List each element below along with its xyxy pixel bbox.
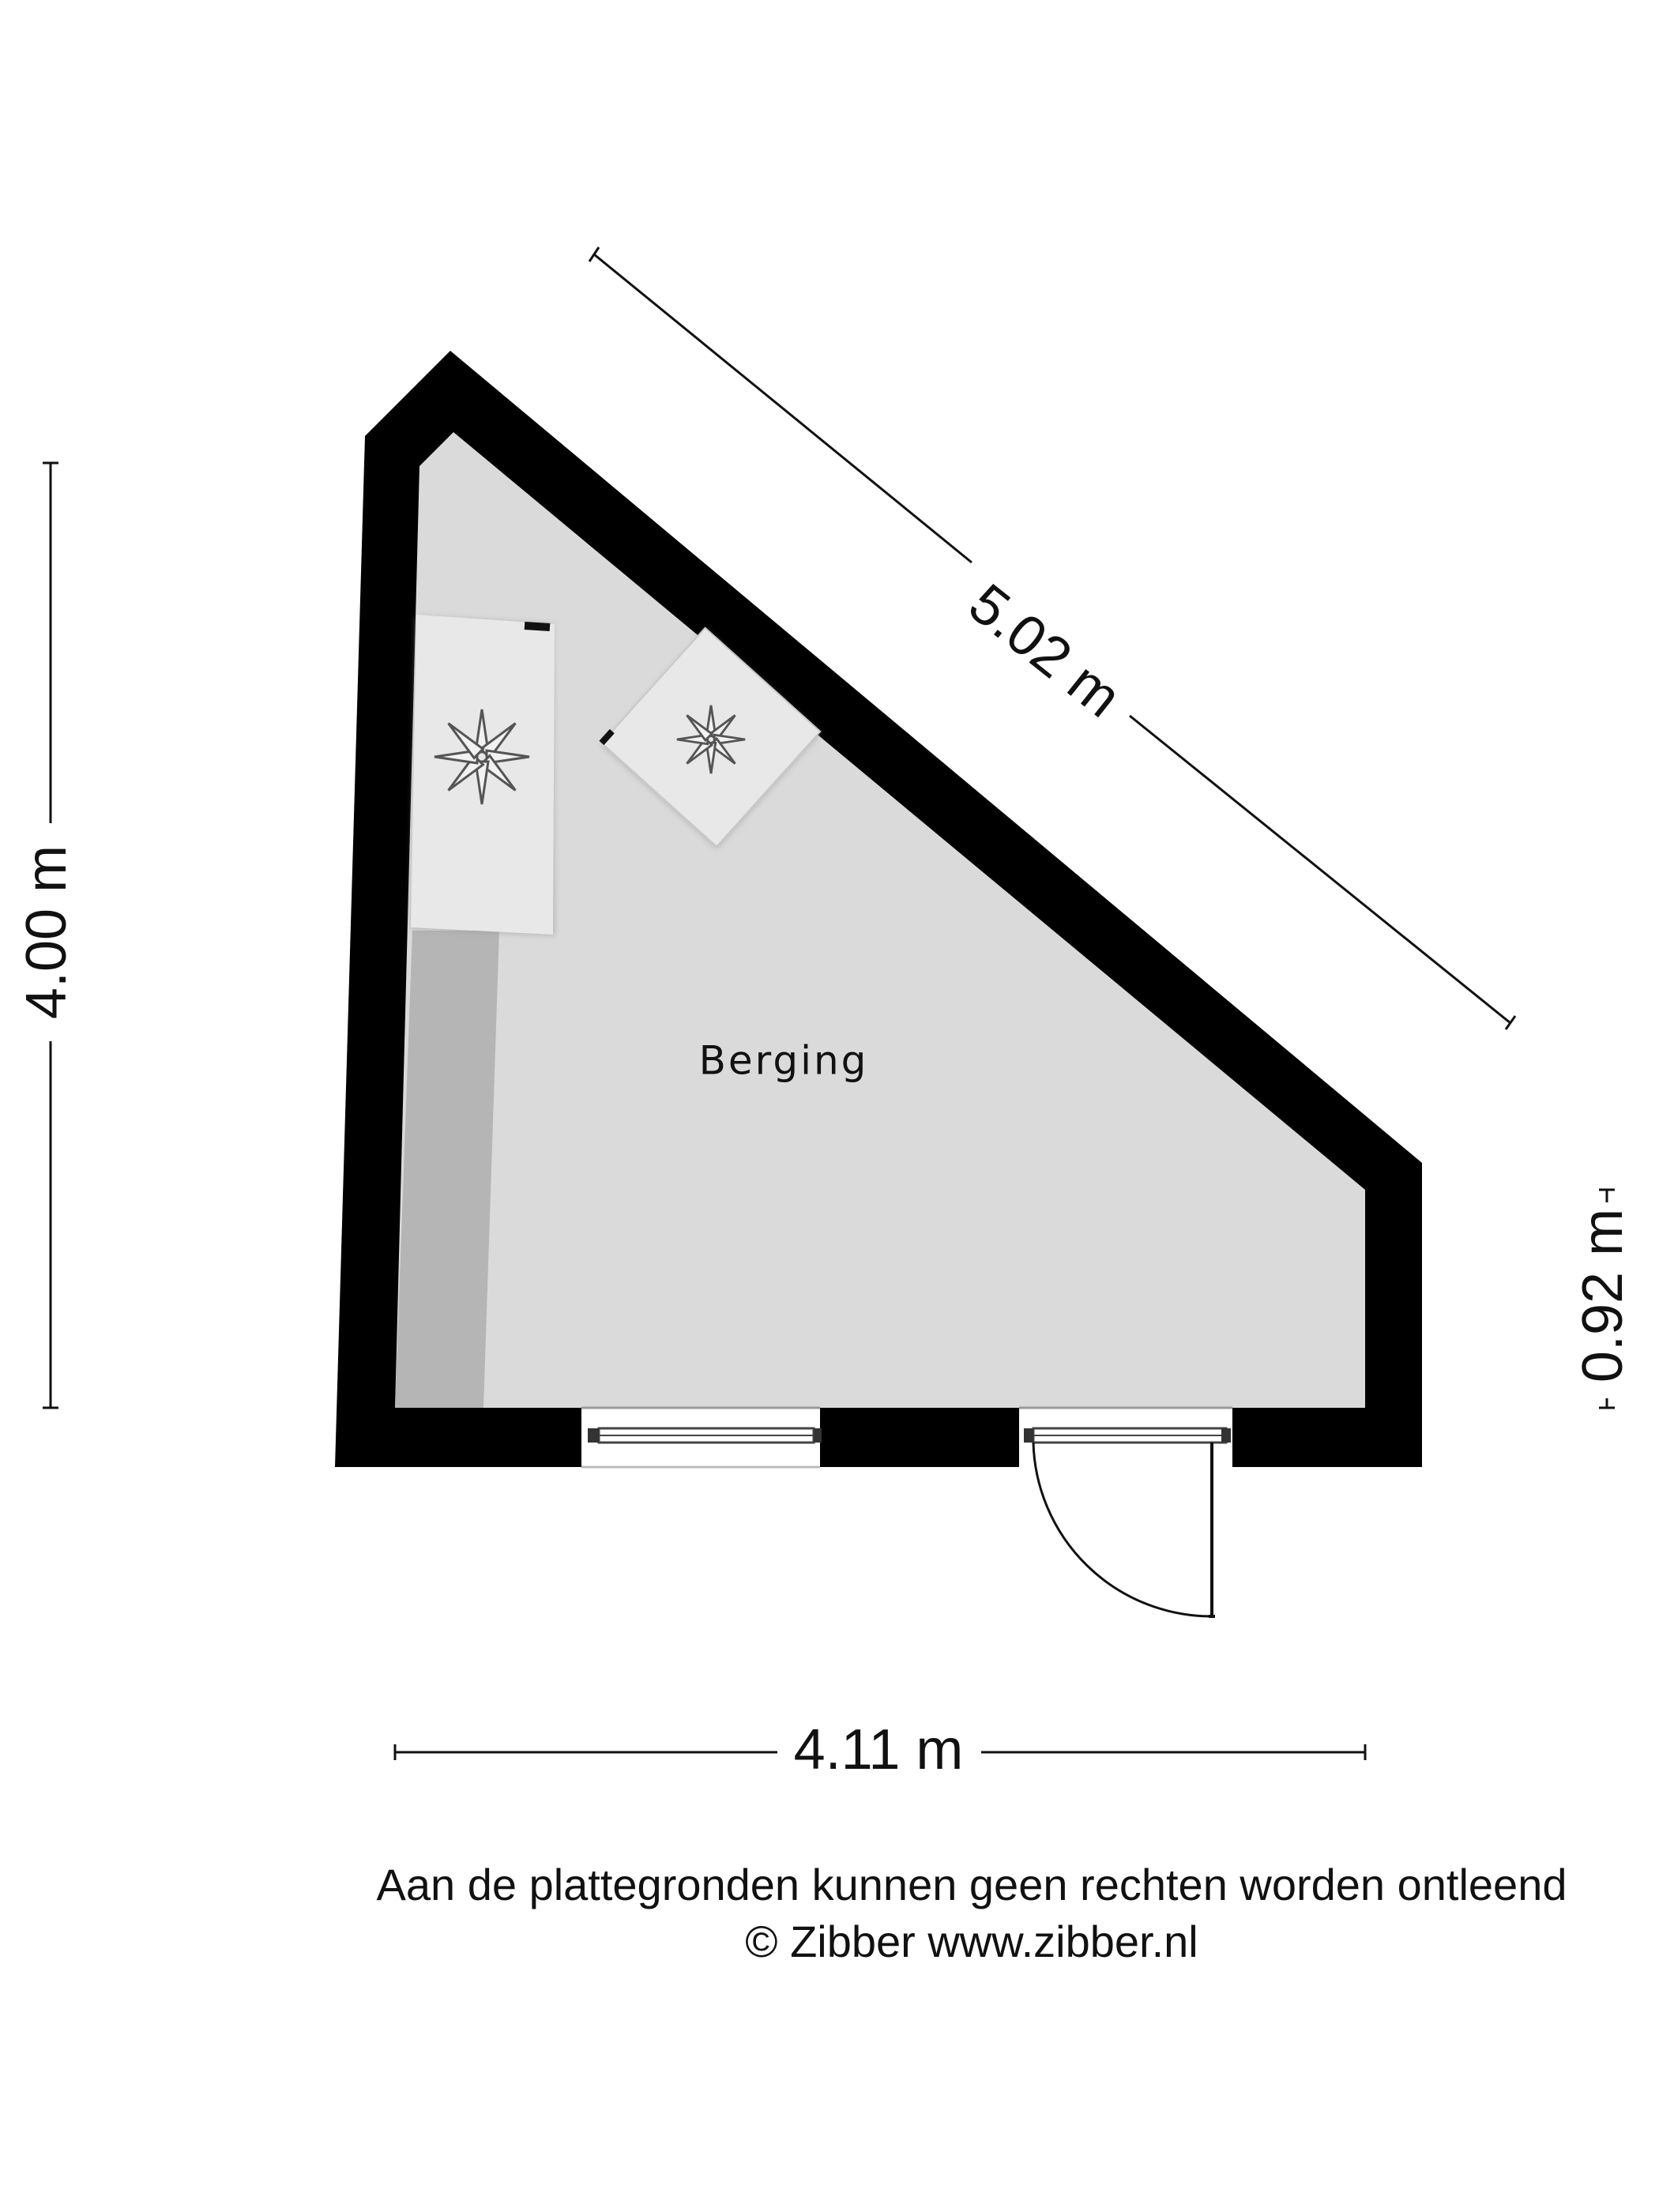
wall-unit xyxy=(411,615,555,935)
dimension-right xyxy=(1571,1190,1635,1408)
storage-shelf xyxy=(395,931,499,1408)
dimension-right-label: 0.92 m xyxy=(1571,1208,1635,1383)
door xyxy=(1019,1408,1232,1616)
window xyxy=(581,1408,822,1468)
dimension-diagonal-label: 5.02 m xyxy=(957,571,1133,730)
disclaimer-text: Aan de plattegronden kunnen geen rechten worden ontleend xyxy=(376,1860,1567,1909)
dimension-left xyxy=(15,463,78,1408)
dimension-left-label: 4.00 m xyxy=(15,845,79,1020)
dimension-bottom xyxy=(395,1718,1365,1781)
copyright-text: © Zibber www.zibber.nl xyxy=(745,1917,1198,1966)
room-label: Berging xyxy=(698,1037,869,1084)
dimension-bottom-label: 4.11 m xyxy=(793,1718,964,1782)
